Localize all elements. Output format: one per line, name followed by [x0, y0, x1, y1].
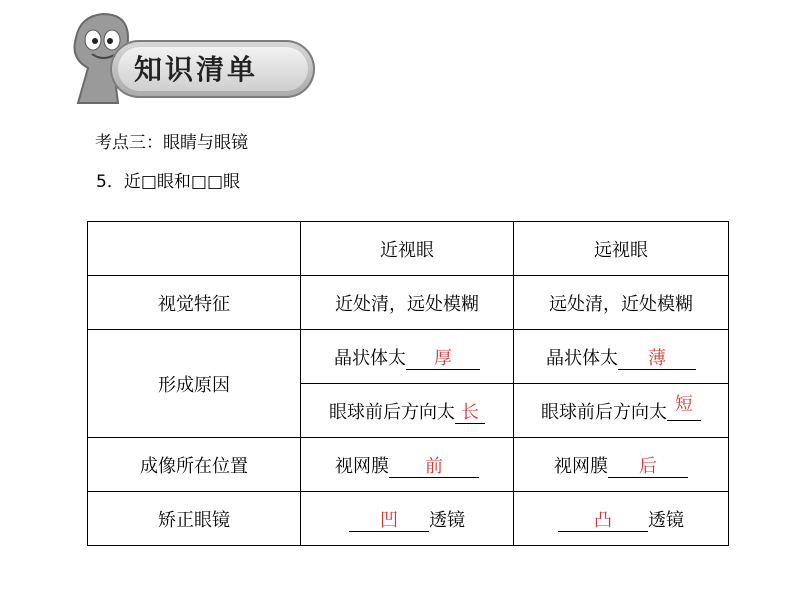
answer-blank: 厚 [406, 349, 480, 370]
cell-cause1-far [514, 330, 729, 384]
answer-blank: 凸 [558, 511, 648, 532]
cell-correction-near [301, 492, 514, 546]
answer-blank: 薄 [618, 349, 696, 370]
correction-suffix: 透镜 [429, 509, 465, 531]
cause2-prefix: 眼球前后方向太 [329, 401, 455, 423]
cell-cause2-far [514, 384, 729, 438]
cell-visual-far: 远处清，近处模糊 [514, 276, 729, 330]
cell-cause1-near [301, 330, 514, 384]
row-label-cause: 形成原因 [88, 330, 301, 438]
section-banner [58, 8, 320, 108]
header-cell-empty [88, 222, 301, 276]
table-row-cause1 [88, 330, 729, 384]
cell-correction-far [514, 492, 729, 546]
table-row-image-position [88, 438, 729, 492]
cause1-prefix: 晶状体太 [546, 347, 618, 369]
row-label-image-position: 成像所在位置 [88, 438, 301, 492]
answer-blank: 凹 [349, 511, 429, 532]
image-prefix: 视网膜 [335, 455, 389, 477]
image-prefix: 视网膜 [554, 455, 608, 477]
cell-image-near [301, 438, 514, 492]
header-cell-far: 远视眼 [514, 222, 729, 276]
cell-visual-near: 近处清，远处模糊 [301, 276, 514, 330]
answer-blank: 长 [455, 403, 485, 424]
answer-blank: 短 [675, 393, 693, 415]
cell-cause2-near [301, 384, 514, 438]
comparison-table [87, 221, 729, 546]
banner-title: 知识清单 [134, 53, 259, 86]
answer-underline [667, 420, 701, 421]
cause1-prefix: 晶状体太 [334, 347, 406, 369]
header-cell-near: 近视眼 [301, 222, 514, 276]
cell-image-far [514, 438, 729, 492]
table-row-correction [88, 492, 729, 546]
topic-heading: 考点三：眼睛与眼镜 [95, 133, 248, 153]
topic-subheading: 5．近□眼和□□眼 [96, 172, 241, 192]
correction-suffix: 透镜 [648, 509, 684, 531]
answer-blank: 前 [389, 457, 479, 478]
row-label-correction: 矫正眼镜 [88, 492, 301, 546]
cause2-prefix: 眼球前后方向太 [541, 401, 667, 423]
row-label-visual: 视觉特征 [88, 276, 301, 330]
answer-blank: 后 [608, 457, 688, 478]
table-row-visual [88, 276, 729, 330]
table-header-row [88, 222, 729, 276]
